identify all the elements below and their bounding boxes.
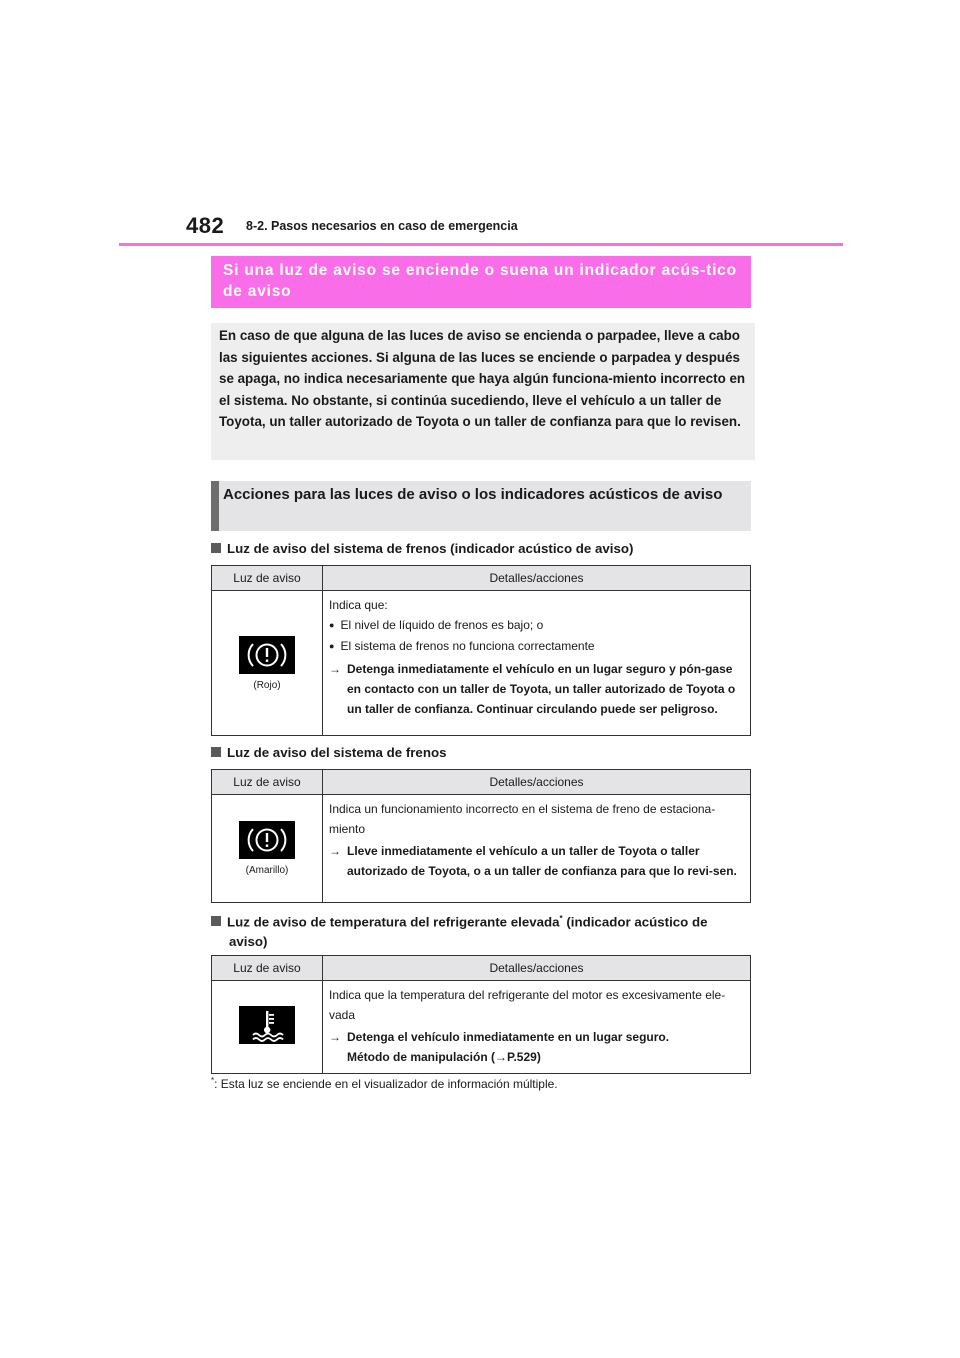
header-rule [119, 243, 843, 246]
intro-box [211, 323, 755, 460]
action-block [329, 1027, 744, 1067]
square-bullet-icon [211, 543, 221, 553]
section-title: 8-2. Pasos necesarios en caso de emergencia [246, 219, 518, 233]
warning-table-3 [211, 955, 751, 1074]
footnote-mark: * [559, 914, 563, 923]
bullet-item: ● El nivel de líquido de frenos es bajo; o [329, 615, 744, 636]
details-cell [323, 981, 751, 1074]
lamp-color-label: (Rojo) [253, 679, 281, 691]
gray-heading: Acciones para las luces de aviso o los indicadores acústicos de aviso [223, 486, 723, 503]
coolant-temperature-icon [239, 1006, 295, 1044]
arrow-icon: → [329, 662, 341, 676]
brake-warning-icon [239, 636, 295, 674]
action-text: Detenga inmediatamente el vehículo en un lugar seguro y pón-gase en contacto con un taller de Toyota, un taller autorizado de Toyota o un taller de confianza. Continuar circulando puede ser peligroso. [347, 662, 736, 716]
action-text: Lleve inmediatamente el vehículo a un taller de Toyota o taller autorizado de Toyota, o a un taller de confianza para que lo revi-sen. [347, 844, 737, 878]
details-cell [323, 795, 751, 903]
lamp-cell [212, 591, 323, 736]
arrow-icon: → [329, 1030, 341, 1044]
pink-heading-box [211, 256, 751, 308]
gray-heading-box [211, 481, 751, 531]
indicates-text: Indica que la temperatura del refrigerante del motor es excesivamente ele-vada [329, 988, 726, 1022]
heading-bar [211, 481, 219, 531]
lamp-cell [212, 981, 323, 1074]
action-text: Detenga el vehículo inmediatamente en un lugar seguro. [347, 1030, 670, 1044]
pink-heading: Si una luz de aviso se enciende o suena un indicador acús-tico de aviso [223, 262, 737, 300]
page-reference-link[interactable]: Método de manipulación (→P.529) [347, 1050, 541, 1064]
col-header-light: Luz de aviso [212, 566, 323, 591]
col-header-details: Detalles/acciones [323, 956, 751, 981]
brake-warning-icon [239, 821, 295, 859]
col-header-light: Luz de aviso [212, 956, 323, 981]
footnote-mark: * [211, 1076, 215, 1085]
indicates-text: Indica que: [329, 598, 388, 612]
indicates-text: Indica un funcionamiento incorrecto en el sistema de freno de estaciona-miento [329, 802, 716, 836]
col-header-details: Detalles/acciones [323, 566, 751, 591]
subsection-title-3: Luz de aviso de temperatura del refrigerante elevada* (indicador acústico de aviso) [211, 909, 749, 952]
square-bullet-icon [211, 916, 221, 926]
warning-table-1 [211, 565, 751, 736]
subsection-title-2: Luz de aviso del sistema de frenos [211, 743, 751, 763]
footnote [211, 1076, 558, 1091]
action-block [329, 659, 744, 719]
lamp-cell [212, 795, 323, 903]
bullet-item: ● El sistema de frenos no funciona correctamente [329, 636, 744, 657]
intro-text: En caso de que alguna de las luces de aviso se encienda o parpadee, lleve a cabo las siguientes acciones. Si alguna de las luces se enciende o parpadea y después se apaga, no indica necesariamente que haya algún funciona-miento incorrecto en el sistema. No obstante, si continúa sucediendo, lleve el vehículo a un taller de Toyota, un taller autorizado de Toyota o un taller de confianza para que lo revisen. [219, 328, 746, 430]
col-header-light: Luz de aviso [212, 770, 323, 795]
square-bullet-icon [211, 747, 221, 757]
subsection-title-1: Luz de aviso del sistema de frenos (indicador acústico de aviso) [211, 539, 751, 559]
action-block [329, 841, 744, 881]
details-cell [323, 591, 751, 736]
page-number: 482 [186, 213, 225, 238]
col-header-details: Detalles/acciones [323, 770, 751, 795]
footnote-text: : Esta luz se enciende en el visualizador de información múltiple. [214, 1077, 558, 1091]
warning-table-2 [211, 769, 751, 903]
arrow-icon: → [329, 844, 341, 858]
lamp-color-label: (Amarillo) [245, 865, 289, 876]
